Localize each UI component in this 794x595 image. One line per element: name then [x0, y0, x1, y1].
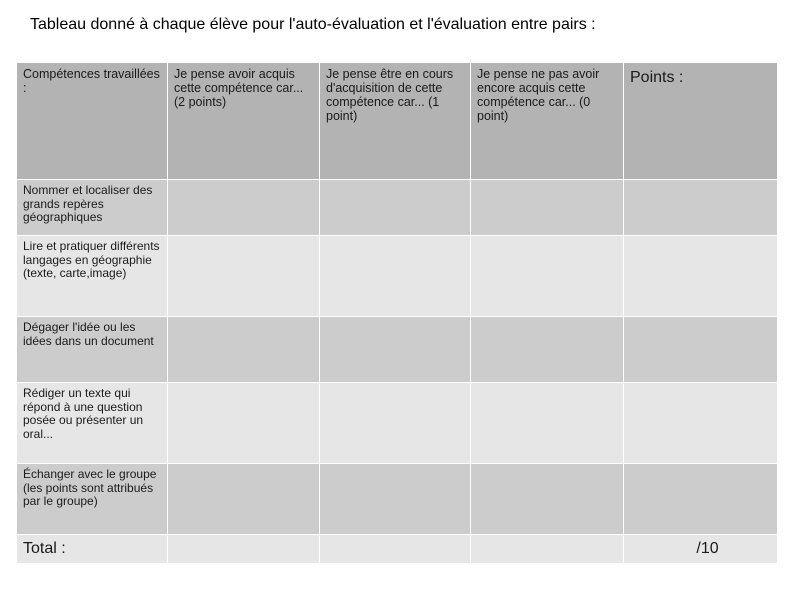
cell-total-non-acquis	[471, 535, 624, 564]
cell-total-acquis	[168, 535, 320, 564]
header-points: Points :	[624, 63, 778, 180]
cell-en-cours[interactable]	[320, 383, 471, 464]
cell-total-en-cours	[320, 535, 471, 564]
page-title: Tableau donné à chaque élève pour l'auto-évaluation et l'évaluation entre pairs :	[30, 16, 596, 33]
evaluation-table	[16, 62, 778, 564]
cell-acquis[interactable]	[168, 180, 320, 236]
total-row	[17, 535, 778, 564]
header-non-acquis: Je pense ne pas avoir encore acquis cette compétence car... (0 point)	[471, 63, 624, 180]
cell-en-cours[interactable]	[320, 236, 471, 317]
table-row	[17, 236, 778, 317]
cell-acquis[interactable]	[168, 236, 320, 317]
table-row	[17, 464, 778, 535]
row-label: Rédiger un texte qui répond à une question posée ou présenter un oral...	[17, 383, 168, 464]
row-label: Nommer et localiser des grands repères géographiques	[17, 180, 168, 236]
cell-en-cours[interactable]	[320, 180, 471, 236]
row-label: Échanger avec le groupe (les points sont attribués par le groupe)	[17, 464, 168, 535]
cell-non-acquis[interactable]	[471, 464, 624, 535]
table-row	[17, 383, 778, 464]
header-row	[17, 63, 778, 180]
header-acquis: Je pense avoir acquis cette compétence car... (2 points)	[168, 63, 320, 180]
cell-non-acquis[interactable]	[471, 383, 624, 464]
cell-points[interactable]	[624, 317, 778, 383]
cell-en-cours[interactable]	[320, 317, 471, 383]
cell-non-acquis[interactable]	[471, 317, 624, 383]
table-row	[17, 180, 778, 236]
cell-points[interactable]	[624, 464, 778, 535]
total-value[interactable]: /10	[624, 535, 778, 564]
cell-non-acquis[interactable]	[471, 180, 624, 236]
row-label: Lire et pratiquer différents langages en géographie (texte, carte,image)	[17, 236, 168, 317]
header-en-cours: Je pense être en cours d'acquisition de cette compétence car... (1 point)	[320, 63, 471, 180]
cell-points[interactable]	[624, 180, 778, 236]
cell-acquis[interactable]	[168, 464, 320, 535]
cell-acquis[interactable]	[168, 317, 320, 383]
cell-points[interactable]	[624, 236, 778, 317]
cell-acquis[interactable]	[168, 383, 320, 464]
total-label: Total :	[17, 535, 168, 564]
header-competences: Compétences travaillées :	[17, 63, 168, 180]
cell-non-acquis[interactable]	[471, 236, 624, 317]
cell-points[interactable]	[624, 383, 778, 464]
row-label: Dégager l'idée ou les idées dans un document	[17, 317, 168, 383]
table-row	[17, 317, 778, 383]
cell-en-cours[interactable]	[320, 464, 471, 535]
